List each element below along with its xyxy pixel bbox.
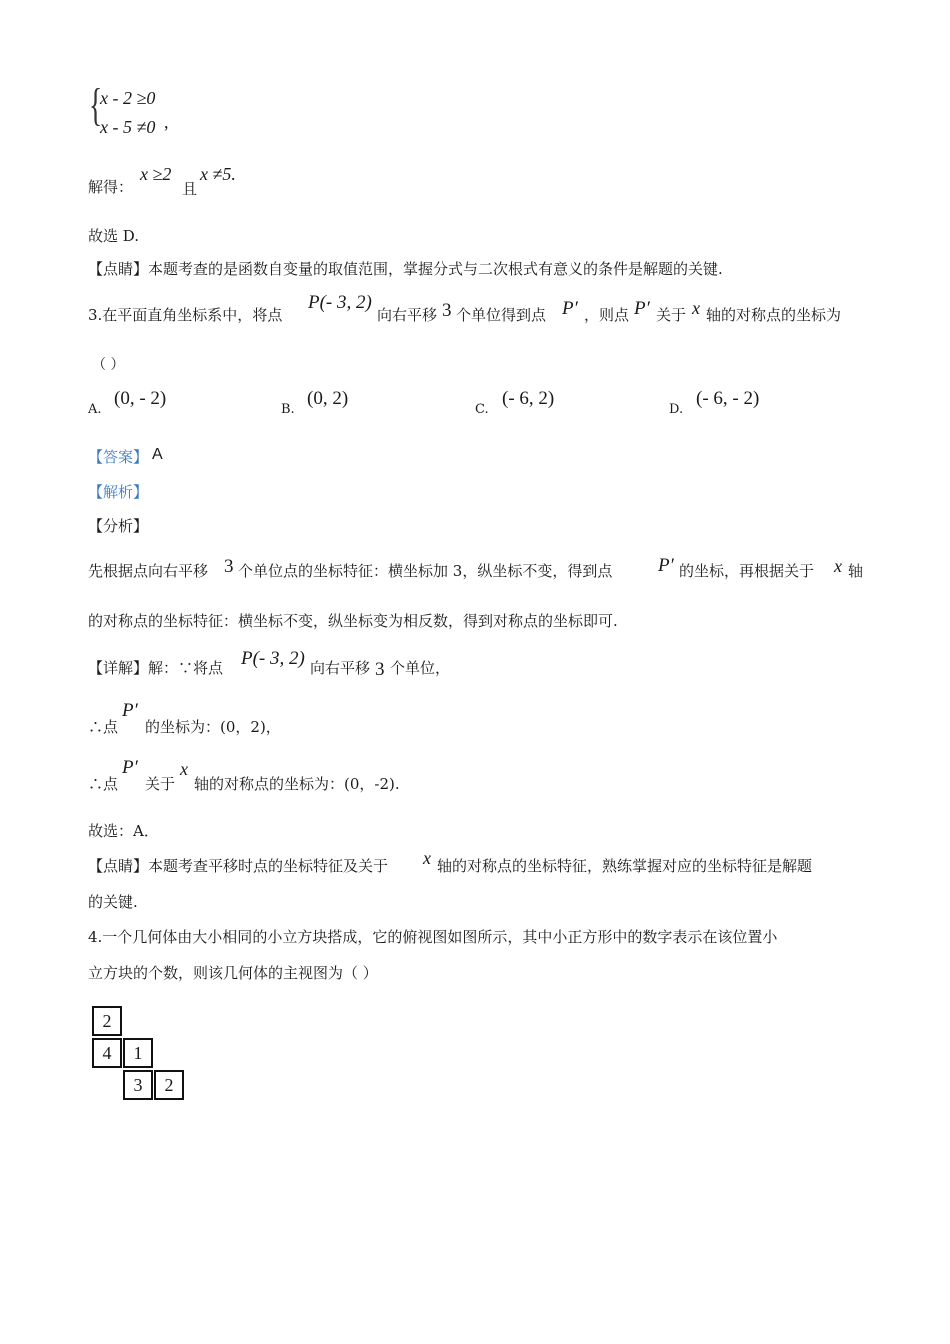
detail-a: 【详解】解：∵将点 <box>88 659 224 677</box>
grid-cell: 1 <box>123 1038 153 1068</box>
step2-c: 轴的对称点的坐标为：(0，-2). <box>194 775 400 793</box>
inequality-2: x - 5 ≠0 <box>100 117 156 137</box>
q4-line1: 4.一个几何体由大小相同的小立方块搭成，它的俯视图如图所示，其中小正方形中的数字表示在该位置小 <box>88 928 778 946</box>
option-c-value[interactable]: (- 6, 2) <box>502 388 555 409</box>
option-a-value[interactable]: (0, - 2) <box>114 388 167 409</box>
option-d-value[interactable]: (- 6, - 2) <box>696 388 760 409</box>
q3-n: 3 <box>442 300 452 321</box>
step1-p: P′ <box>122 700 138 721</box>
q3-text-a: 3.在平面直角坐标系中，将点 <box>88 306 283 324</box>
option-b-label[interactable]: B. <box>281 402 295 417</box>
left-brace: { <box>89 79 103 130</box>
solve-cond2: x ≠5. <box>200 164 236 184</box>
fenxi-tag: 【分析】 <box>88 517 149 535</box>
detail-n: 3 <box>375 659 385 680</box>
step1-a: ∴点 <box>88 718 119 736</box>
step2-p: P′ <box>122 757 138 778</box>
solve-cond1: x ≥2 <box>140 164 172 184</box>
grid-cell: 2 <box>154 1070 184 1100</box>
fenxi-line1-d: 轴 <box>848 562 864 580</box>
step2-a: ∴点 <box>88 775 119 793</box>
q3-paren: （ ） <box>92 357 125 373</box>
prev-choice: 故选 D. <box>88 227 140 245</box>
grid-cell: 2 <box>92 1006 122 1036</box>
q3-point: P(- 3, 2) <box>308 292 372 313</box>
q3-pprime: P′ <box>562 298 578 319</box>
top-view-grid <box>92 1006 192 1106</box>
q3-text-c: 个单位得到点 <box>456 306 547 324</box>
answer-tag: 【答案】 <box>88 448 149 466</box>
analysis-tag: 【解析】 <box>88 483 149 501</box>
fenxi-line1-b: 个单位点的坐标特征：横坐标加 3，纵坐标不变，得到点 <box>238 562 613 580</box>
solve-label: 解得： <box>88 178 134 196</box>
q4-line2: 立方块的个数，则该几何体的主视图为（ ） <box>88 964 378 982</box>
fenxi-x: x <box>834 556 842 576</box>
fenxi-line2: 的对称点的坐标特征：横坐标不变，纵坐标变为相反数，得到对称点的坐标即可. <box>88 612 618 630</box>
q3-pprime2: P′ <box>634 298 650 319</box>
step1-b: 的坐标为：(0，2)， <box>145 718 281 736</box>
q3-comment-a: 【点睛】本题考查平移时点的坐标特征及关于 <box>88 857 389 875</box>
fenxi-line1-a: 先根据点向右平移 <box>88 562 209 580</box>
q3-choice: 故选：A． <box>88 822 159 840</box>
step2-x: x <box>180 759 188 779</box>
grid-cell: 3 <box>123 1070 153 1100</box>
detail-c: 个单位， <box>390 659 451 677</box>
q3-comment-b: 轴的对称点的坐标特征，熟练掌握对应的坐标特征是解题 <box>437 857 813 875</box>
q3-text-e: 关于 <box>656 306 687 324</box>
grid-cell: 4 <box>92 1038 122 1068</box>
q3-text-f: 轴的对称点的坐标为 <box>706 306 842 324</box>
solve-and: 且 <box>182 180 198 198</box>
q3-text-d: ，则点 <box>584 306 630 324</box>
system-trail: , <box>164 112 169 132</box>
option-c-label[interactable]: C. <box>475 402 489 417</box>
prev-comment: 【点睛】本题考查的是函数自变量的取值范围，掌握分式与二次根式有意义的条件是解题的关键. <box>88 260 723 278</box>
q3-x: x <box>692 298 700 318</box>
q3-comment-line2: 的关键. <box>88 893 138 911</box>
fenxi-n: 3 <box>224 556 234 577</box>
detail-b: 向右平移 <box>310 659 371 677</box>
option-a-label[interactable]: A. <box>88 402 102 417</box>
step2-b: 关于 <box>145 775 176 793</box>
fenxi-line1-c: 的坐标，再根据关于 <box>679 562 815 580</box>
option-d-label[interactable]: D. <box>669 402 684 417</box>
q3-text-b: 向右平移 <box>377 306 438 324</box>
detail-point: P(- 3, 2) <box>241 648 305 669</box>
option-b-value[interactable]: (0, 2) <box>307 388 349 409</box>
q3-comment-x: x <box>423 848 431 868</box>
fenxi-p: P′ <box>658 555 674 576</box>
answer-value: A <box>152 446 163 463</box>
inequality-1: x - 2 ≥0 <box>100 88 156 108</box>
